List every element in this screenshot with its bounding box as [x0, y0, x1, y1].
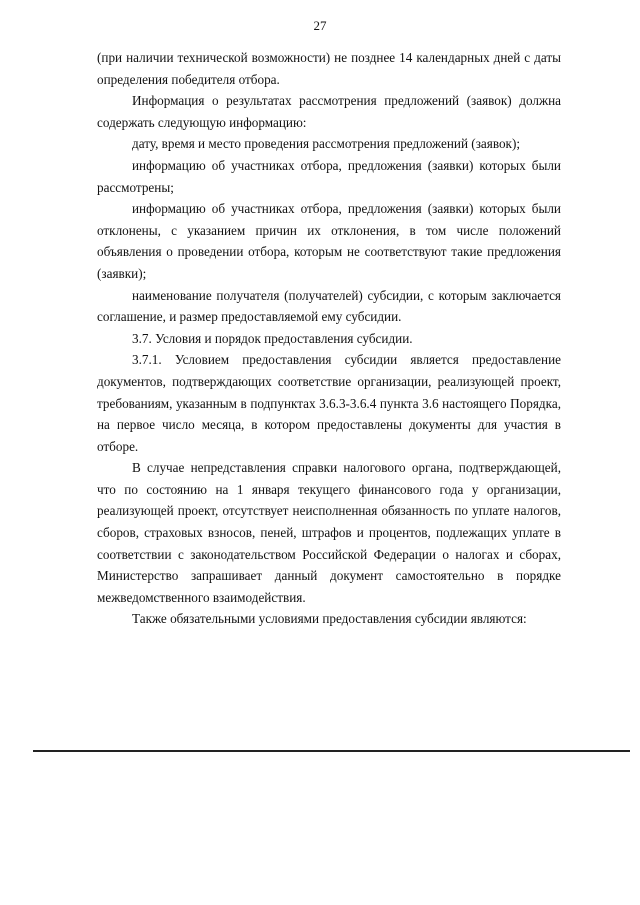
paragraph-mandatory-conditions: Также обязательными условиями предоставления субсидии являются: — [132, 611, 527, 627]
paragraph-3-7-1: 3.7.1. Условием предоставления субсидии является предоставление документов, подтверждающих соответствие организации, реализующей проект, требованиям, указанным в подпунктах 3.6.3-3.6.4 пункта 3.6 настоящего Порядка, на первое число месяца, в котором предоставлены документы для участия в отборе. — [97, 352, 561, 454]
paragraph-continuation: (при наличии технической возможности) не позднее 14 календарных дней с даты определения победителя отбора. — [97, 50, 561, 87]
paragraph-list-recipient: наименование получателя (получателей) субсидии, с которым заключается соглашение, и размер предоставляемой ему субсидии. — [97, 287, 561, 325]
paragraph-info-intro: Информация о результатах рассмотрения предложений (заявок) должна содержать следующую информацию: — [97, 93, 561, 130]
paragraph-list-date: дату, время и место проведения рассмотрения предложений (заявок); — [132, 136, 521, 152]
horizontal-rule — [33, 750, 630, 752]
paragraph-tax-certificate: В случае непредставления справки налогового органа, подтверждающей, что по состоянию на 1 января текущего финансового года у организации, реализующей проект, отсутствует неисполненная обязанность по уплате налогов, сборов, страховых взносов, пеней, штрафов и процентов, подлежащих уплате в соответствии с законодательством Российской Федерации о налогах и сборах, Министерство запрашивает данный документ самостоятельно в порядке межведомственного взаимодействия. — [97, 460, 561, 605]
section-heading-3-7: 3.7. Условия и порядок предоставления субсидии. — [132, 330, 413, 346]
paragraph-list-rejected: информацию об участниках отбора, предложения (заявки) которых были отклонены, с указанием причин их отклонения, в том числе положений объявления о проведении отбора, которым не соответствуют такие предложения (заявки); — [97, 201, 561, 281]
paragraph-list-reviewed: информацию об участниках отбора, предложения (заявки) которых были рассмотрены; — [97, 157, 561, 195]
body-text — [97, 47, 561, 630]
page-number: 27 — [313, 18, 327, 33]
